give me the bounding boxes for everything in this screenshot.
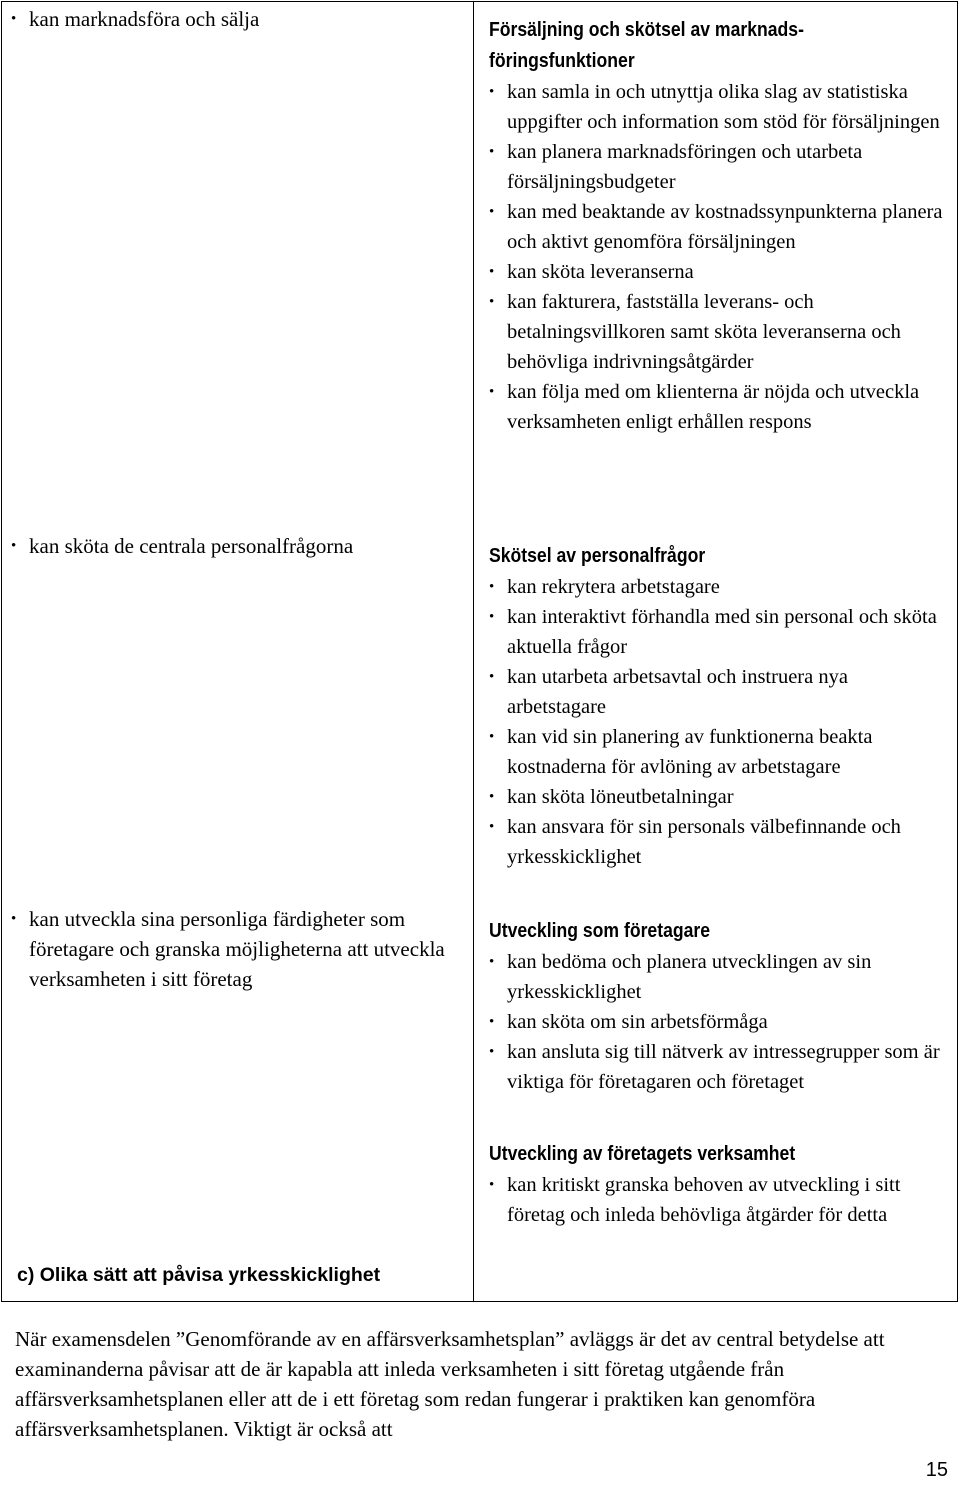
left-item-text: • kan utveckla sina personliga färdigheter som företagare och granska möjligheterna att utveckla verksamheten i sitt företag: [11, 904, 451, 994]
section-heading-line: föringsfunktioner: [489, 50, 635, 72]
section-sales-marketing: [489, 15, 951, 437]
section-heading: [489, 15, 929, 77]
list-item: • kan kritiskt granska behoven av utveckling i sitt företag och inleda behövliga åtgärder för detta: [489, 1170, 951, 1230]
column-divider: [473, 2, 474, 1301]
list-item: • kan utarbeta arbetsavtal och instruera nya arbetstagare: [489, 662, 951, 722]
list-item: • kan bedöma och planera utvecklingen av sin yrkesskicklighet: [489, 947, 951, 1007]
section-heading: Utveckling som företagare: [489, 920, 711, 942]
list-item: • kan planera marknadsföringen och utarbeta försäljningsbudgeter: [489, 137, 951, 197]
body-paragraph: När examensdelen ”Genomförande av en affärsverksamhetsplan” avläggs är det av central betydelse att examinanderna påvisar att de är kapabla att inleda verksamheten i sitt företag utgående från affärsverksamhetsplanen eller att de i ett företag som redan fungerar i praktiken kan genomföra affärsverksamhetsplanen. Viktigt är också att: [15, 1327, 885, 1441]
section-heading-line: Försäljning och skötsel av marknads-: [489, 19, 804, 41]
page-number: 15: [925, 1459, 948, 1481]
left-item-personnel: [11, 531, 466, 561]
left-item-development: [11, 904, 451, 994]
section-personnel: [489, 541, 951, 872]
list-item: • kan sköta leveranserna: [489, 257, 951, 287]
section-entrepreneur-development: [489, 916, 951, 1097]
section-heading: Utveckling av företagets verksamhet: [489, 1143, 796, 1165]
list-item: • kan ansvara för sin personals välbefinnande och yrkesskicklighet: [489, 812, 951, 872]
section-heading: Skötsel av personalfrågor: [489, 545, 706, 567]
section-c-heading: c) Olika sätt att påvisa yrkesskicklighet: [17, 1264, 381, 1286]
left-item-text: • kan marknadsföra och sälja: [11, 4, 466, 34]
list-item: • kan samla in och utnyttja olika slag av statistiska uppgifter och information som stöd för försäljningen: [489, 77, 951, 137]
list-item: • kan med beaktande av kostnadssynpunkterna planera och aktivt genomföra försäljningen: [489, 197, 951, 257]
list-item: • kan vid sin planering av funktionerna beakta kostnaderna för avlöning av arbetstagare: [489, 722, 951, 782]
list-item: • kan ansluta sig till nätverk av intressegrupper som är viktiga för företagaren och företaget: [489, 1037, 951, 1097]
list-item: • kan följa med om klienterna är nöjda och utveckla verksamheten enligt erhållen respons: [489, 377, 951, 437]
section-business-development: [489, 1139, 951, 1230]
requirements-table: [1, 1, 958, 1302]
list-item: • kan rekrytera arbetstagare: [489, 572, 951, 602]
list-item: • kan sköta om sin arbetsförmåga: [489, 1007, 951, 1037]
list-item: • kan fakturera, fastställa leverans- och betalningsvillkoren samt sköta leveranserna och behövliga indrivningsåtgärder: [489, 287, 951, 377]
list-item: • kan sköta löneutbetalningar: [489, 782, 951, 812]
left-item-text: • kan sköta de centrala personalfrågorna: [11, 531, 466, 561]
list-item: • kan interaktivt förhandla med sin personal och sköta aktuella frågor: [489, 602, 951, 662]
left-item-marketing: [11, 4, 466, 34]
